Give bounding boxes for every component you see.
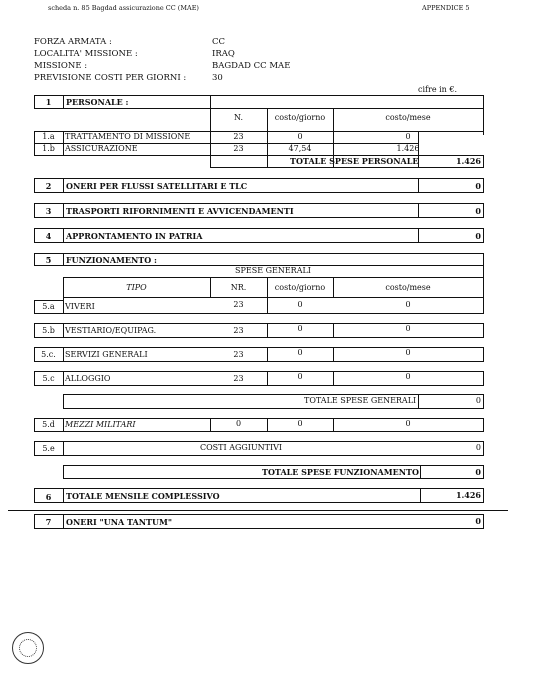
row-costo-mese: 1.426	[396, 144, 420, 153]
row-code: 5.d	[42, 420, 55, 429]
row-label-mezzi-militari: MEZZI MILITARI	[65, 420, 136, 429]
rule	[483, 347, 484, 361]
row-n: 23	[233, 144, 244, 153]
rule	[34, 488, 484, 489]
section-number: 1	[45, 97, 52, 107]
info-value-forza-armata: CC	[212, 37, 226, 47]
costi-aggiuntivi-label: COSTI AGGIUNTIVI	[200, 443, 283, 452]
row-costo-giorno: 0	[297, 324, 303, 333]
rule	[34, 108, 484, 109]
appendix-label: APPENDICE 5	[422, 4, 470, 12]
rule	[483, 465, 484, 478]
row-costo-giorno: 0	[297, 419, 303, 428]
row-costo-mese: 0	[405, 300, 411, 309]
info-value-previsione: 30	[212, 73, 223, 83]
rule	[483, 394, 484, 408]
row-n: 23	[233, 326, 244, 335]
col-header-costo-mese: costo/mese	[385, 113, 431, 122]
rule	[34, 203, 484, 204]
col-header-tipo: TIPO	[126, 283, 147, 292]
info-value-missione: BAGDAD CC MAE	[212, 61, 291, 71]
rule	[210, 167, 484, 168]
rule	[63, 228, 64, 242]
rule	[34, 253, 484, 254]
rule	[63, 465, 64, 478]
row-code: 5.b	[42, 326, 55, 335]
una-tantum-value: 0	[475, 516, 481, 526]
document-header: scheda n. 85 Bagdad assicurazione CC (MAE)	[48, 4, 199, 12]
section-title-una-tantum: ONERI "UNA TANTUM"	[66, 517, 172, 527]
info-label-previsione: PREVISIONE COSTI PER GIORNI :	[34, 73, 187, 83]
row-n: 23	[233, 300, 244, 309]
section-number: 5	[45, 255, 52, 265]
row-label-servizi-generali: SERVIZI GENERALI	[65, 350, 148, 359]
row-costo-mese: 0	[405, 132, 411, 141]
rule	[34, 300, 63, 301]
rule	[63, 408, 484, 409]
rule	[483, 203, 484, 217]
rule	[34, 502, 484, 503]
rule	[34, 95, 484, 96]
section-title-funzionamento: FUNZIONAMENTO :	[66, 255, 157, 265]
col-header-costo-giorno: costo/giorno	[274, 113, 326, 122]
rule	[483, 514, 484, 528]
section-title-personale: PERSONALE :	[66, 97, 129, 107]
rule	[420, 488, 421, 502]
rule	[34, 337, 484, 338]
section-value: 0	[475, 181, 481, 191]
section-number: 2	[45, 181, 52, 191]
info-value-localita: IRAQ	[212, 49, 235, 59]
stamp-seal-icon	[12, 632, 44, 664]
rule	[483, 178, 484, 192]
rule	[483, 371, 484, 385]
row-costo-mese: 0	[405, 348, 411, 357]
row-costo-mese: 0	[405, 419, 411, 428]
rule	[483, 277, 484, 297]
section-title-approntamento: APPRONTAMENTO IN PATRIA	[66, 231, 203, 241]
row-code: 1.b	[42, 144, 55, 153]
rule	[63, 297, 64, 313]
rule	[34, 228, 484, 229]
col-header-costo-giorno: costo/giorno	[274, 283, 326, 292]
rule	[418, 394, 419, 408]
col-header-nr: NR.	[230, 283, 247, 292]
total-personale-label: TOTALE SPESE PERSONALE	[290, 156, 419, 166]
rule	[34, 431, 484, 432]
total-personale-value: 1.426	[455, 156, 481, 166]
rule	[63, 277, 484, 278]
rule	[34, 361, 484, 362]
rule	[63, 323, 64, 337]
rule	[34, 192, 484, 193]
col-header-n: N.	[233, 113, 244, 122]
section-number: 7	[45, 517, 52, 527]
rule	[418, 228, 419, 242]
total-funzionamento-label: TOTALE SPESE FUNZIONAMENTO	[262, 467, 419, 477]
costi-aggiuntivi-value: 0	[475, 443, 481, 452]
row-code: 5.e	[42, 444, 55, 453]
section-value: 0	[475, 206, 481, 216]
separator	[8, 510, 508, 511]
rule	[34, 178, 484, 179]
row-label-viveri: VIVERI	[65, 302, 95, 311]
rule	[63, 478, 484, 479]
row-label-alloggio: ALLOGGIO	[65, 374, 111, 383]
rule	[63, 488, 64, 502]
rule	[483, 95, 484, 135]
rule	[63, 95, 64, 108]
col-header-costo-mese: costo/mese	[385, 283, 431, 292]
units-note: cifre in €.	[418, 85, 457, 94]
rule	[34, 313, 484, 314]
rule	[34, 528, 484, 529]
row-n: 23	[233, 350, 244, 359]
section-title-oneri-flussi: ONERI PER FLUSSI SATELLITARI E TLC	[66, 181, 248, 191]
row-costo-giorno: 0	[297, 300, 303, 309]
total-funzionamento-value: 0	[475, 467, 481, 477]
info-label-forza-armata: FORZA ARMATA :	[34, 37, 112, 47]
row-code: 5.c.	[41, 350, 56, 359]
section-title-totale-mensile: TOTALE MENSILE COMPLESSIVO	[66, 491, 220, 501]
row-costo-mese: 0	[405, 372, 411, 381]
total-spese-generali-label: TOTALE SPESE GENERALI	[304, 396, 417, 405]
row-code: 1.a	[42, 132, 55, 141]
info-label-localita: LOCALITA' MISSIONE :	[34, 49, 138, 59]
rule	[63, 347, 64, 361]
rule	[63, 203, 64, 217]
row-costo-giorno: 0	[297, 132, 303, 141]
rule	[483, 323, 484, 337]
spese-generali-subtitle: SPESE GENERALI	[235, 266, 311, 275]
rule	[483, 488, 484, 502]
row-code: 5.c	[42, 374, 55, 383]
rule	[483, 155, 484, 167]
rule	[483, 441, 484, 455]
rule	[63, 394, 64, 408]
rule	[34, 217, 484, 218]
rule	[63, 253, 64, 265]
rule	[34, 441, 484, 442]
row-costo-giorno: 0	[297, 348, 303, 357]
row-label-vestiario: VESTIARIO/EQUIPAG.	[65, 326, 157, 335]
info-label-missione: MISSIONE :	[34, 61, 88, 71]
rule	[34, 385, 484, 386]
rule	[63, 297, 484, 298]
row-costo-mese: 0	[405, 324, 411, 333]
rule	[63, 418, 64, 431]
section-number: 6	[45, 492, 52, 502]
row-n: 23	[233, 374, 244, 383]
rule	[63, 441, 64, 455]
section-value: 0	[475, 231, 481, 241]
rule	[34, 242, 484, 243]
section-title-trasporti: TRASPORTI RIFORNIMENTI E AVVICENDAMENTI	[66, 206, 294, 216]
total-spese-generali-value: 0	[475, 396, 481, 405]
rule	[34, 455, 484, 456]
row-n: 23	[233, 132, 244, 141]
rule	[418, 203, 419, 217]
row-label-trattamento: TRATTAMENTO DI MISSIONE	[65, 132, 191, 141]
rule	[63, 371, 64, 385]
section-number: 3	[45, 206, 52, 216]
rule	[418, 178, 419, 192]
row-label-assicurazione: ASSICURAZIONE	[65, 144, 138, 153]
rule	[483, 418, 484, 431]
rule	[483, 253, 484, 277]
rule	[420, 465, 421, 478]
row-code: 5.a	[42, 302, 55, 311]
rule	[483, 297, 484, 313]
rule	[63, 394, 484, 395]
rule	[34, 514, 484, 515]
row-costo-giorno: 0	[297, 372, 303, 381]
rule	[63, 514, 64, 528]
totale-mensile-value: 1.426	[455, 490, 481, 500]
row-n: 0	[235, 419, 242, 428]
rule	[483, 228, 484, 242]
section-number: 4	[45, 231, 52, 241]
row-costo-giorno: 47,54	[288, 144, 312, 153]
rule	[63, 178, 64, 192]
